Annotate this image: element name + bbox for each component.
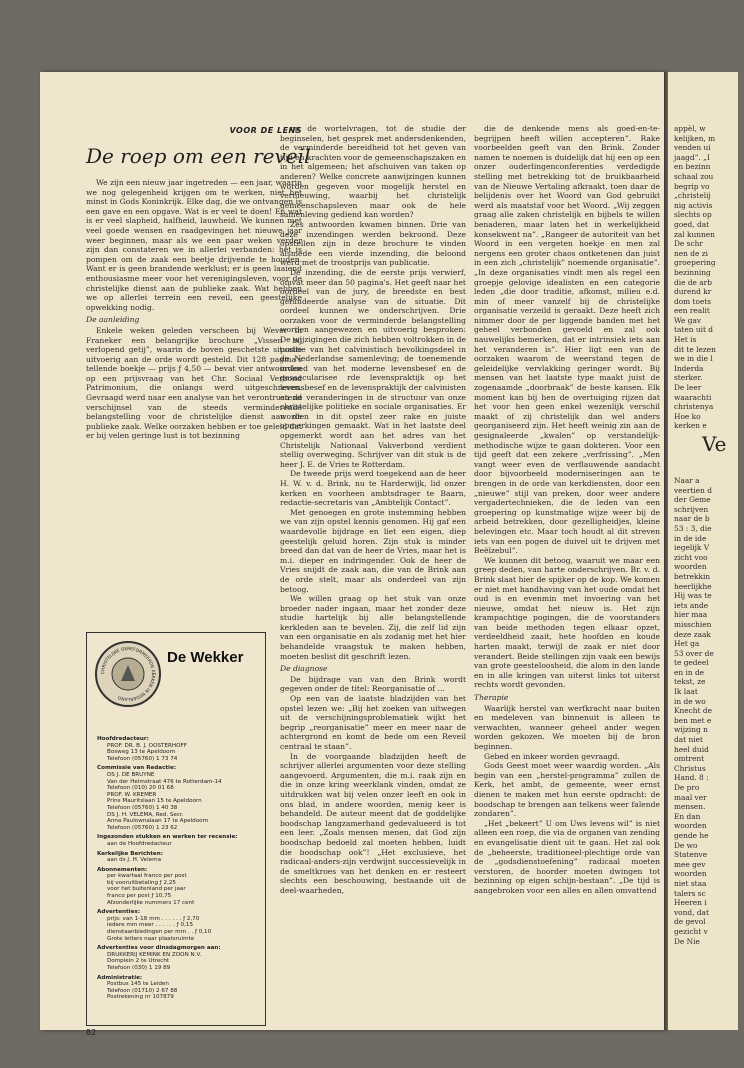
next-page-line: heerlijkhe [674,581,712,591]
masthead-line: Telefoon (010) 20 01 68 [107,785,174,792]
next-page-line: Ik laat [674,687,698,697]
section-kicker: VOOR DE LENS [229,126,302,135]
next-page-line: kelijken, m [674,133,716,143]
paragraph: Zes antwoorden kwamen binnen. Drie van deze inzendingen werden bekroond. Deze opstellen zijn in deze brochure te vinden alsmede een vierde inzending, die beloond werd met de troostprijs van publicatie. [280,219,466,268]
next-page-line: en in de [674,667,705,677]
next-page-edge [668,72,738,1030]
next-page-line: De Nie [674,936,700,946]
next-page-line: naar de b [674,514,710,524]
paragraph: op de wortelvragen, tot de studie der beginselen, het gesprek met andersdenkenden, de verminderde bereidheid tot het geven van tijd en krachten voor de gemeenschapszaken en in het algemeen; het afschuiven van taken op anderen? Welke concrete aanwijzingen kunnen worden gegeven voor mogelijk herstel en vernieuwing, waarbij het christelijk gemeenschapsleven maar ook de hele samenleving gediend kan worden? [280,124,466,220]
masthead-line: dienstaanbiedingen per mm . . ƒ 0,10 [107,929,212,936]
next-page-line: heel duid [674,744,709,754]
masthead-line: franco per post ƒ 10,75 [107,893,172,900]
subheading-diagnose: De diagnose [280,664,328,674]
next-page-line: Statenve [674,850,708,860]
church-seal-logo [95,641,161,707]
next-page-line: gende he [674,830,709,840]
next-page-line: betrekkin [674,571,711,581]
paragraph: „Het „bekeert” U om Uws levens wil” is niet alleen een roep, die via de organen van zending en evangelisatie dient uit te gaan. Het zal ook de „beheerste, traditioneel-plechtige orde van de „godsdienstoefening” radicaal moeten verstoren, de hoorder moeten dwingen tot bezinning op eigen schijn-bestaan”. „De tijd is aangebroken voor een alles en allen omvattend [474,818,660,895]
article-title: De roep om een reveil [86,144,311,168]
masthead-heading: Abonnementen: [97,866,148,873]
next-page-line: bezinning [674,267,711,277]
column-2 [280,124,466,1019]
masthead-heading: Advertenties voor dinsdagmorgen aan: [97,945,221,952]
masthead-heading: Kerkelijke Berichten: [97,850,163,857]
subheading-aanleiding: De aanleiding [86,315,140,325]
next-page-line: woorden [674,562,707,572]
paragraph: We willen graag op het stuk van onze broeder nader ingaan, maar het zonder deze studie hartelijk bij alle belangstellende kerkleden aan te bevelen. Zij, die zelf lid zijn van een organisatie en als zodanig met het hier behandelde vraagstuk te maken hebben, moeten beslist dit geschrift lezen. [280,594,466,661]
next-page-line: vond, dat [674,907,709,917]
next-page-line: gezicht v [674,926,708,936]
next-page-line: „christelij [674,191,711,201]
magazine-brand: De Wekker [167,649,244,666]
masthead-line: Postbus 145 te Leiden [107,981,169,988]
masthead-info [97,733,257,1001]
next-page-line: christenya [674,402,714,412]
next-page-line: wijzing n [674,725,708,735]
masthead-heading: Administratie: [97,974,143,981]
masthead-heading: Ingezonden stukken en werken ter recensie: [97,834,238,841]
next-page-line: durend kr [674,287,712,297]
page [40,72,666,1037]
next-page-line: nig activis [674,200,713,210]
next-page-line: hier maa [674,610,708,620]
next-page-line: woorden [674,821,707,831]
masthead-line: Van der Helmstraat 476 te Rotterdam-14 [107,778,222,785]
next-page-line: De wo [674,840,698,850]
next-page-line: slechts op [674,210,712,220]
next-page-line: mensen. [674,802,706,812]
next-page-line: die de arb [674,277,712,287]
next-page-heading: Ve [702,432,727,456]
next-page-line: De leer [674,383,702,393]
next-page-line: niet staa [674,878,707,888]
masthead-line: aan de Hoofdredacteur [107,840,172,847]
next-page-line: En dan [674,811,701,821]
next-page-line: zicht voo [674,552,708,562]
next-page-line: appèl, w [674,124,706,133]
masthead-line: Telefoon (05760) 1 40 38 [107,804,178,811]
next-page-line: iets ande [674,600,709,610]
next-page-line: deze zaak [674,629,711,639]
next-page-line: Het ga [674,639,700,649]
masthead-line: prijs: van 1-18 mm . . . . . . ƒ 2,70 [107,915,200,922]
next-page-column-a [674,124,744,431]
masthead-line: voor het buitenland per jaar [107,886,186,893]
masthead-line: DS J. H. VELEMA, Red. Secr. [107,811,184,818]
masthead-line: Telefoon (01710) 2 67 88 [107,987,178,994]
next-page-line: Knecht de [674,706,712,716]
next-page-line: de gevol [674,917,706,927]
next-page-column-b [674,476,744,946]
next-page-line: Naar a [674,476,700,485]
next-page-line: venden ui [674,143,711,153]
paragraph: De tweede prijs werd toegekend aan de heer H. W. v. d. Brink, nu te Harderwijk, lid onzer kerken en voorheen ambtsdrager te Baarn, redactie-secretaris van „Ambtelijk Contact”. [280,469,466,508]
paragraph: Waarlijk herstel van werfkracht naar buiten en medeleven van binnenuit is alleen te verwachten, wanneer geheel ander wegen worden gekozen. We moeten bij de bron beginnen. [474,703,660,751]
masthead-heading: Hoofdredacteur: [97,736,149,742]
paragraph: We kunnen dit betoog, waaruit we maar een greep deden, van harte onderschrijven. Br. v. d. Brink slaat hier de spijker op de kop. We komen er niet met handhaving van het oude omdat het oud is en evenmin met invoering van het nieuwe, omdat het nieuw is. Het zijn krampachtige pogingen, die de voorstanders van beide methoden tegen elkaar opzet, verdeeldheid zaait, hete hoofden en koude harten maakt, terwijl de zaak er niet door verandert. Beide stellingen zijn vaak een bewijs van grote geesteloosheid, die alom in den lande en in alle kringen van uiterst links tot uiterst rechts wordt gevonden. [474,555,660,690]
paragraph: Gebed en inkeer worden gevraagd. [484,751,620,761]
masthead-line: PROF. W. KREMER [107,791,157,798]
column-3 [474,124,660,1019]
masthead-line: Prins Mauritslaan 15 te Apeldoorn [107,798,202,805]
next-page-line: De pro [674,783,700,792]
next-page-line: mee gev [674,859,706,869]
next-page-line: misschien [674,619,712,629]
paragraph: Gods Geest moet weer waardig worden. „Als begin van een „herstel-programma” zullen de Kerk, het ambt, de gemeente, weer ernst dienen te maken met hun eerste opdracht: de boodschap te brengen aan telkens weer falende zondaren”. [474,761,660,819]
next-page-line: dom toets [674,296,712,306]
next-page-line: iegelijk V [674,543,710,553]
next-page-line: dit te lezen [674,344,716,354]
masthead-line: Bosweg 13 te Apeldoorn [107,749,176,756]
paragraph: Enkele weken geleden verscheen bij Wever in Franeker een belangrijke brochure „Vissen bij verlopend getij”, waarin de boven geschetste situatie uitvoerig aan de orde wordt gesteld. Dit 128 pagina's tellende boekje — prijs ƒ 4,50 — bevat vier antwoorden op een prijsvraag van het Chr. Sociaal Verbond Patrimonium, die onlangs werd uitgeschreven. Gevraagd werd naar een analyse van het verontrustend verschijnsel van de steeds verminderende belangstelling voor de christelijke dienst aan de publieke zaak. Welke oorzaken hebben er toe geleid dat er bij velen geringe lust is tot bezinning [86,325,302,441]
next-page-line: we in die l [674,354,713,364]
next-page-line: omtrent [674,754,705,764]
masthead-line: per kwartaal franco per post [107,873,187,880]
masthead-line: Telefoon (05760) 1 73 74 [107,755,178,762]
masthead-line: DS J. DE BRUYNE [107,771,155,778]
next-page-line: een realit [674,306,710,316]
next-page-line: kerken e [674,421,707,431]
paragraph: die de denkende mens als goed-en-te-begrijpen heeft willen accepteren”. Rake voorbeelden geeft van den Brink. Zonder namen te noemen is duidelijk dat hij een op een onzer ouderlingenconferenties verdedigde stelling met betrekking tot de bruikbaarheid van de Nieuwe Vertaling afkraakt, toen daar de belijdenis over het Woord van God gebruikt werd als maatstaf voor het Woord. „Wij zeggen graag alle zaken christelijk en bijbels te willen benaderen, maar laten het in werkelijkheid konsekwent na”. „Rangeer de autoriteit van het Woord in een vergeten hoekje en men zal nergens een groter chaos ontketenen dan juist in een zich „christelijk” noemende organisatie”. „In deze organisaties vindt men als regel een groepje gelovige idealisten en een categorie leden „die door traditie, afkomst, milieu e.d. min of meer vanzelf bij de christelijke organisatie verzeild is geraakt. Deze heeft zich nimmer door de per liggende banden met het geheel verbonden gevoeld en zal ook nauwelijks bemerken, dat er intrinsiek iets aan het veranderen is”. Hier ligt een van de oorzaken waarom de weerstand tegen de geleidelijke vervlakking geringer wordt. Bij mensen van het laatste type maakt juist de zogenaamde „doorbraak” de beste kansen. Elk moment kan bij hen de overtuiging rijzen dat het voor hen geen enkel wezenlijk verschil maakt of zij christelijk dan wel anders georganiseerd zijn. Het heeft weinig zin aan de gesignaleerde „kwalen” op verstandelijk-methodische wijze te gaan dokteren. Voor een tijd geeft dat een zekere „verfrissing”. „Men vangt weer even de verflauwende aandacht door bijvoorbeeld moderniseringen aan te brengen in de orde van kerkdiensten, door een „nieuwe” stijl van preken, door weer andere vergadertechnieken, die de leden van een groepering op kunstmatige wijze weer bij de arbeid betrekken, door gezelligheidjes, kleine belevingen etc. Maar toch houdt al dit streven iets van een pogen de duivel uit te drijven met Beëlzebul”. [474,124,660,556]
next-page-line: De schr [674,239,703,249]
next-page-line: te gedeel [674,658,709,668]
next-page-line: goed, dat [674,219,710,229]
next-page-line: Inderda [674,363,704,373]
next-page-line: Christus [674,763,706,773]
masthead-line: Grote letters naar plaatsruimte [107,935,195,942]
column-1 [86,178,302,606]
page-number: 82 [86,1028,97,1037]
next-page-line: Hand. 8 : [674,773,709,783]
paragraph: Met genoegen en grote instemming hebben we van zijn opstel kennis genomen. Hij gaf een waardevolle bijdrage en liet een eigen, diep geestelijk geluid horen. Zijn stuk is minder breed dan dat van de heer de Vries, maar het is m.i. dieper en indringender. Ook de heer de Vries snijdt de zaak aan, die van de Brink aan de orde stelt, maar als onderdeel van zijn betoog. [280,507,466,594]
masthead-heading: Advertenties: [97,909,140,916]
masthead-line: bij vooruitbetaling ƒ 2,25 [107,879,176,886]
next-page-line: 53 : 3, die [674,523,712,533]
next-page-line: taten uit d [674,325,714,335]
next-page-line: waarachti [674,392,712,402]
next-page-line: nen de zi [674,248,708,258]
next-page-line: Hij was te [674,591,712,601]
next-page-line: woorden [674,869,707,879]
masthead-box [86,632,266,1026]
masthead-line: Domplein 2 te Utrecht [107,958,170,965]
masthead-line: Afzonderlijke nummers 17 cent [107,899,195,906]
paragraph: Op een van de laatste bladzijden van het opstel lezen we: „Bij het zoeken van uitwegen uit de verschijningsproblematiek wijkt het begrip „reorganisatie” meer en meer naar de achtergrond en komt de bede om een Reveil centraal te staan”. [280,694,466,751]
subheading-therapie: Therapie [474,693,509,703]
next-page-line: zal kunnen [674,229,715,239]
svg-text:CHRISTELIJKE GEREFORMEERDE KER: CHRISTELIJKE GEREFORMEERDE KERKEN IN NEDERLAND [100,646,156,702]
paragraph: In de voorgaande bladzijden heeft de schrijver allerlei argumenten voor deze stelling aangevoerd. Argumenten, die m.i. raak zijn en die in onze kring weerklank vinden, omdat ze uitdrukken wat bij velen onzer leeft en ook in ons blad, in andere woorden, menig keer is behandeld. De auteur meent dat de goddelijke boodschap langzamerhand gedevalueerd is tot een leer. „Zoals mensen menen, dat God zijn boodschap bedoeld zal moeten hebben, luidt die boodschap ook”! „Het exclusieve, het radicaal-anders-zijn verdwijnt successievelijk in de smeltkroes van het denken en er resteert slechts een beschouwing, bestaande uit de deel-waarheden, [280,751,466,895]
next-page-line: sterker. [674,373,703,383]
next-page-line: Hoe ko [674,411,701,421]
masthead-line: Postrekening nr 107879 [107,994,174,1001]
next-page-line: begrip vo [674,181,710,191]
next-page-line: tekst, ze [674,677,706,687]
masthead-line: Telefoon (05760) 1 23 62 [107,824,178,831]
next-page-line: talers sc [674,888,706,898]
next-page-line: schrijven [674,504,709,514]
masthead-line: aan ds J. H. Velema [107,857,161,864]
next-page-line: en bezinn [674,162,711,172]
masthead-line: PROF. DR. B. J. OOSTERHOFF [107,742,187,749]
next-page-line: maal ver [674,792,707,802]
paragraph: De bijdrage van van den Brink wordt gegeven onder de titel: Reorganisatie of ... [280,674,466,694]
next-page-line: jaagd”. „I [674,152,710,162]
next-page-line: 53 over de [674,648,714,658]
masthead-line: iedere mm meer . . . . . . ƒ 0,15 [107,922,194,929]
next-page-line: We gav [674,315,702,325]
masthead-line: Telefoon (030) 1 19 89 [107,965,171,971]
next-page-line: veertien d [674,485,713,495]
next-page-line: der Geme [674,495,711,505]
paragraph: De inzending, die de eerste prijs verwierf, omvat meer dan 50 pagina's. Het geeft naar het oordeel van de jury, de breedste en best gefundeerde analyse van de situatie. Dit oordeel kunnen we onderschrijven. Drie oorzaken voor de verminderde belangstelling worden aangewezen en uitvoerig besproken: De wijzigingen die zich hebben voltrokken in de positie van het calvinistisch bevolkingsdeel in de Nederlandse samenleving; de toenemende invloed van het moderne levensbesef en de gesaecularisee rde levenspraktijk op het levensbesef en de levenspraktijk der calvinisten en de veranderingen in de structuur van onze christelijke politieke en sociale organisaties. Er worden in dit opstel zeer rake en juiste opmerkingen gemaakt. Wat in het laatste deel opgemerkt wordt aan het adres van het Christelijk Nationaal Vakverbond verdient stellig overweging. Schrijver van dit stuk is de heer J. E. de Vries te Rotterdam. [280,267,466,469]
masthead-line: DRUKKERIJ KEMINK EN ZOON N.V. [107,951,202,958]
next-page-line: schaal zou [674,171,714,181]
masthead-line: Anna Paulownalaan 17 te Apeldoorn [107,818,209,825]
next-page-line: Het is [674,335,697,345]
next-page-line: dat niet [674,735,703,745]
next-page-line: ben met e [674,715,712,725]
next-page-line: groepering [674,258,716,268]
next-page-line: in de wo [674,696,706,706]
next-page-line: in de ide [674,533,707,543]
masthead-heading: Commissie van Redactie: [97,765,177,772]
paragraph: We zijn een nieuw jaar ingetreden — een jaar, waarin we nog gelegenheid krijgen om te werken, niet het minst in Gods Koninkrijk. Elke dag, die we ontvangen is een gave en een opgave. Wat is er veel te doen! En wat is er veel slapheid, halfheid, lauwheid. We kunnen met veel goede wensen en raadgevingen het nieuwe jaar weer beginnen, maar als we een paar weken verder zijn dan constateren we in allerlei verbanden: het is pompen om de zaak een beetje drijvende te houden. Want er is geen brandende werklust; er is geen laaiend enthousiasme meer voor het verenigingsleven, voor de christelijke dienst aan de publieke zaak. Wat hebben we op allerlei terrein een reveil, een geestelijke opwekking nodig. [86,178,302,312]
next-page-line: Heeren i [674,898,707,908]
